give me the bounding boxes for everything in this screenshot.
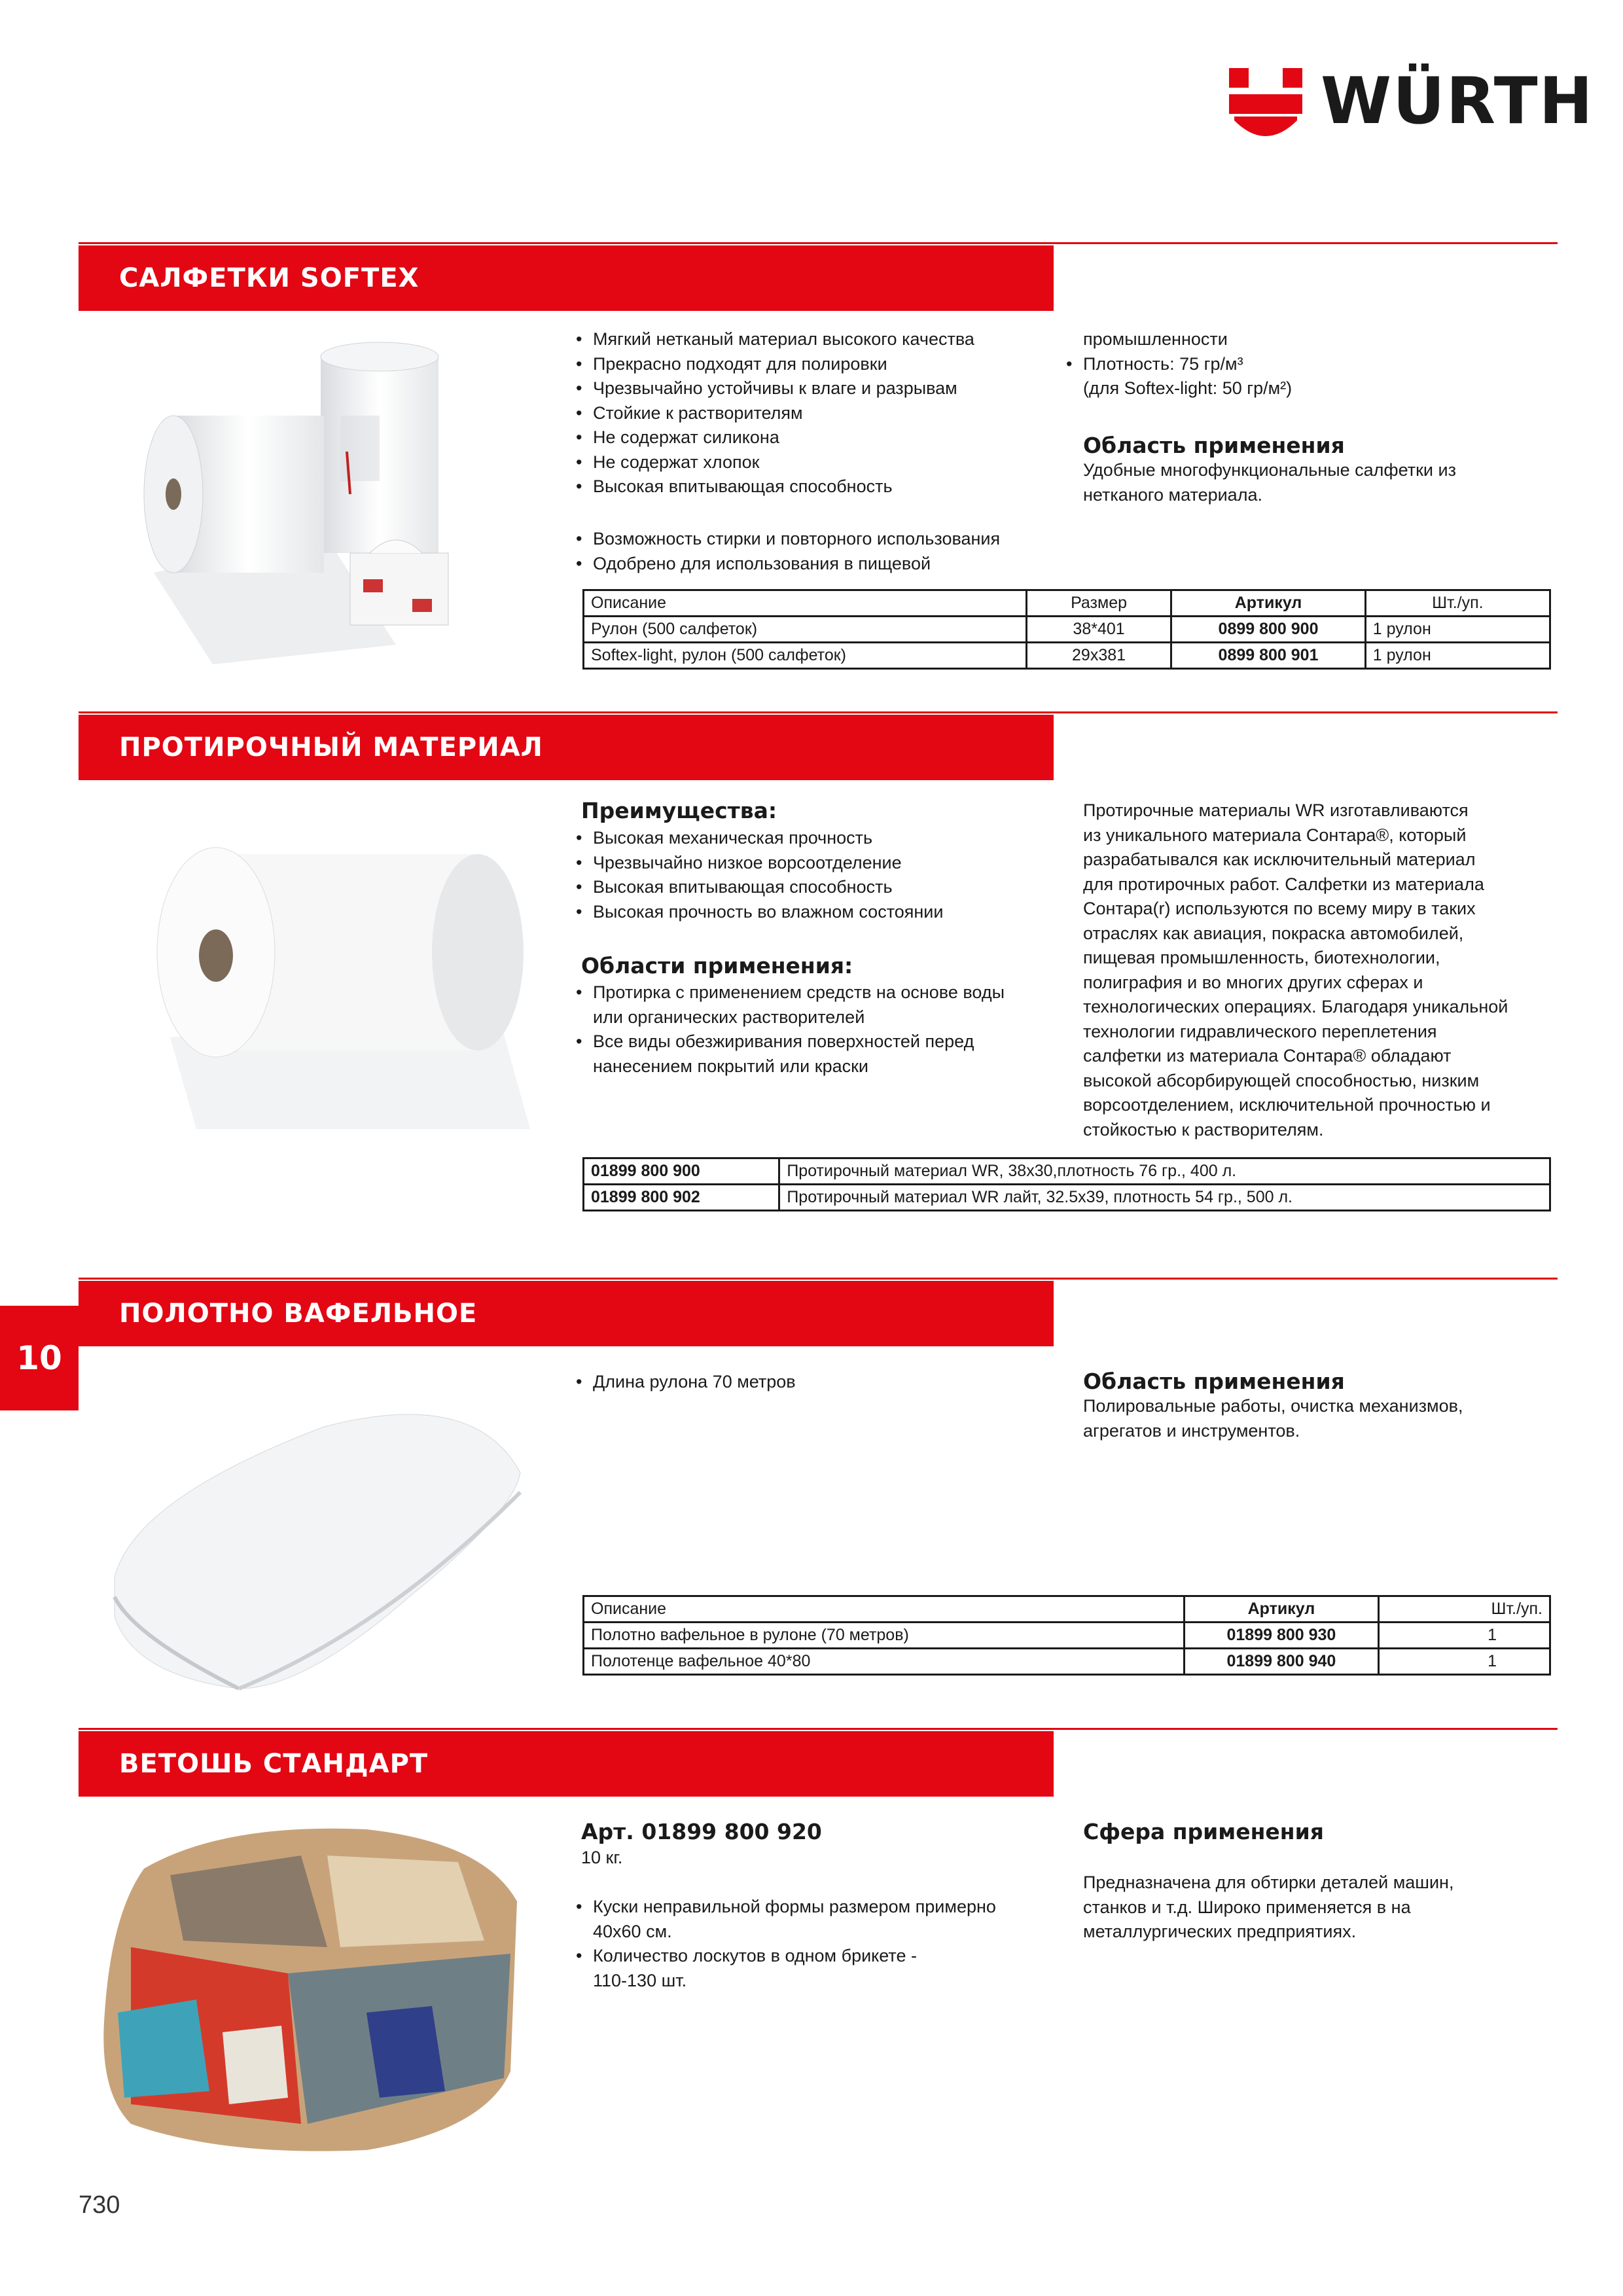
softex-top-rule: [79, 242, 1558, 244]
applications-list: [573, 980, 1071, 1079]
wurth-logo-text: WÜRTH: [1321, 64, 1594, 139]
advantage-item: • Высокая прочность во влажном состоянии: [573, 900, 1071, 925]
softex-features-list-b: [573, 527, 1071, 576]
application-item: [573, 980, 1071, 1030]
feature-line: • Куски неправильной формы размером примерно: [593, 1897, 996, 1916]
waffle-product-image: [108, 1401, 527, 1695]
softex-right-column: [1063, 327, 1561, 401]
description-line: Сонтара(r) используются по всему миру в таких: [1083, 899, 1476, 918]
waffle-section-title: ПОЛОТНО ВАФЕЛЬНОЕ: [79, 1281, 1054, 1346]
application-line: Удобные многофункциональные салфетки из: [1083, 460, 1456, 480]
rags-application-text: [1083, 1871, 1567, 1945]
application-line: • Все виды обезжиривания поверхностей перед: [593, 1031, 974, 1051]
feature-line: 40x60 см.: [593, 1921, 672, 1941]
table-cell: 29x381: [1026, 643, 1171, 669]
wiping-product-image: [118, 815, 537, 1129]
table-header-cell: Артикул: [1185, 1596, 1379, 1623]
table-row: [584, 1623, 1550, 1649]
advantage-item: • Высокая механическая прочность: [573, 826, 1071, 851]
description-line: салфетки из материала Сонтара® обладают: [1083, 1046, 1452, 1066]
feature-item: • Одобрено для использования в пищевой: [573, 552, 1071, 577]
advantages-title: Преимущества:: [581, 798, 777, 823]
table-cell: Полотенце вафельное 40*80: [584, 1649, 1185, 1675]
softex-features-list: [573, 327, 1071, 499]
softex-application-title: Область применения: [1083, 433, 1345, 458]
description-line: пищевая промышленность, биотехнологии,: [1083, 948, 1440, 967]
description-line: технологических операциях. Благодаря уникальной: [1083, 997, 1508, 1016]
description-line: ворсоотделением, исключительной прочностью и: [1083, 1095, 1491, 1115]
table-cell: Рулон (500 салфеток): [584, 617, 1027, 643]
table-cell: Протирочный материал WR, 38x30,плотность 76 гр., 400 л.: [779, 1158, 1550, 1185]
chapter-tab: 10: [0, 1306, 79, 1410]
application-line: Полировальные работы, очистка механизмов,: [1083, 1396, 1463, 1416]
description-line: разрабатывался как исключительный материал: [1083, 850, 1476, 869]
table-cell-article: 01899 800 930: [1185, 1623, 1379, 1649]
waffle-product-table: [582, 1595, 1551, 1676]
application-line: металлургических предприятиях.: [1083, 1922, 1357, 1941]
table-header-cell: Шт./уп.: [1365, 590, 1550, 617]
description-line: полиграфия и во многих других сферах и: [1083, 972, 1423, 992]
wurth-logo: [1229, 64, 1594, 144]
rags-section-title: ВЕТОШЬ СТАНДАРТ: [79, 1731, 1054, 1797]
application-line: • Протирка с применением средств на основе воды: [593, 982, 1005, 1002]
waffle-top-rule: [79, 1278, 1558, 1280]
feature-item: • Прекрасно подходят для полировки: [573, 352, 1071, 377]
feature-item: • Не содержат силикона: [573, 425, 1071, 450]
table-cell: 1 рулон: [1365, 617, 1550, 643]
table-cell: Протирочный материал WR лайт, 32.5x39, плотность 54 гр., 500 л.: [779, 1185, 1550, 1211]
feature-item-density: • Плотность: 75 гр/м³: [1063, 352, 1561, 377]
wiping-product-table: [582, 1157, 1551, 1211]
table-cell: Полотно вафельное в рулоне (70 метров): [584, 1623, 1185, 1649]
rags-application-title: Сфера применения: [1083, 1819, 1324, 1844]
softex-product-table: [582, 589, 1551, 670]
applications-title: Области применения:: [581, 953, 853, 978]
page-number: 730: [79, 2191, 120, 2219]
feature-item: • Мягкий нетканый материал высокого качества: [573, 327, 1071, 352]
rags-weight: 10 кг.: [581, 1848, 623, 1867]
table-cell-article: 01899 800 902: [584, 1185, 779, 1211]
feature-item: [573, 1895, 1071, 1944]
table-header-cell: Артикул: [1171, 590, 1365, 617]
wiping-description: [1083, 798, 1567, 1142]
advantage-item: • Чрезвычайно низкое ворсоотделение: [573, 851, 1071, 876]
description-line: для протирочных работ. Салфетки из материала: [1083, 874, 1484, 894]
table-header-cell: Описание: [584, 590, 1027, 617]
table-header-cell: Описание: [584, 1596, 1185, 1623]
table-cell: 1 рулон: [1365, 643, 1550, 669]
table-cell-article: 01899 800 940: [1185, 1649, 1379, 1675]
waffle-application-text: [1083, 1394, 1567, 1443]
waffle-application-title: Область применения: [1083, 1369, 1345, 1394]
feature-item: • Длина рулона 70 метров: [573, 1370, 1071, 1395]
table-row: [584, 617, 1550, 643]
application-line: нанесением покрытий или краски: [593, 1056, 869, 1076]
feature-item: • Высокая впитывающая способность: [573, 475, 1071, 499]
wiping-section-title: ПРОТИРОЧНЫЙ МАТЕРИАЛ: [79, 715, 1054, 780]
rags-top-rule: [79, 1728, 1558, 1730]
description-line: высокой абсорбирующей способностью, низким: [1083, 1070, 1480, 1090]
softex-section-title: САЛФЕТКИ SOFTEX: [79, 245, 1054, 311]
table-cell: 1: [1378, 1623, 1550, 1649]
table-cell: 1: [1378, 1649, 1550, 1675]
table-header-cell: Размер: [1026, 590, 1171, 617]
description-line: отраслях как авиация, покраска автомобилей,: [1083, 923, 1464, 943]
feature-item: • Чрезвычайно устойчивы к влаге и разрывам: [573, 376, 1071, 401]
table-header-cell: Шт./уп.: [1378, 1596, 1550, 1623]
application-line: агрегатов и инструментов.: [1083, 1420, 1300, 1441]
feature-continuation: промышленности: [1083, 329, 1228, 349]
description-line: Протирочные материалы WR изготавливаются: [1083, 800, 1469, 820]
rags-features-list: [573, 1895, 1071, 1993]
wurth-logo-mark-icon: [1229, 68, 1302, 141]
table-cell-article: 01899 800 900: [584, 1158, 779, 1185]
table-cell-article: 0899 800 900: [1171, 617, 1365, 643]
softex-application-text: [1083, 458, 1567, 507]
feature-item: • Возможность стирки и повторного использования: [573, 527, 1071, 552]
feature-item: • Не содержат хлопок: [573, 450, 1071, 475]
table-header-row: [584, 1596, 1550, 1623]
application-line: Предназначена для обтирки деталей машин,: [1083, 1873, 1454, 1892]
description-line: стойкостью к растворителям.: [1083, 1119, 1324, 1139]
application-line: или органических растворителей: [593, 1007, 865, 1027]
table-row: [584, 1649, 1550, 1675]
table-row: [584, 1158, 1550, 1185]
table-cell-article: 0899 800 901: [1171, 643, 1365, 669]
feature-line: 110-130 шт.: [593, 1970, 687, 1990]
table-header-row: [584, 590, 1550, 617]
application-item: [573, 1030, 1071, 1079]
table-row: [584, 643, 1550, 669]
description-line: технологии гидравлического переплетения: [1083, 1021, 1437, 1041]
table-cell: Softex-light, рулон (500 салфеток): [584, 643, 1027, 669]
density-light-note: (для Softex-light: 50 гр/м²): [1083, 378, 1293, 398]
rags-product-image: [92, 1816, 530, 2157]
feature-line: • Количество лоскутов в одном брикете -: [593, 1946, 917, 1965]
softex-product-image: [115, 337, 484, 664]
rags-article-title: Арт. 01899 800 920: [581, 1819, 822, 1844]
table-row: [584, 1185, 1550, 1211]
feature-item: • Стойкие к растворителям: [573, 401, 1071, 426]
waffle-features-list: [573, 1370, 1071, 1395]
application-line: станков и т.д. Широко применяется в на: [1083, 1897, 1411, 1917]
advantages-list: [573, 826, 1071, 924]
feature-item: [573, 1944, 1071, 1993]
description-line: из уникального материала Сонтара®, который: [1083, 825, 1467, 845]
table-cell: 38*401: [1026, 617, 1171, 643]
advantage-item: • Высокая впитывающая способность: [573, 875, 1071, 900]
application-line: нетканого материала.: [1083, 484, 1262, 505]
wiping-top-rule: [79, 711, 1558, 713]
